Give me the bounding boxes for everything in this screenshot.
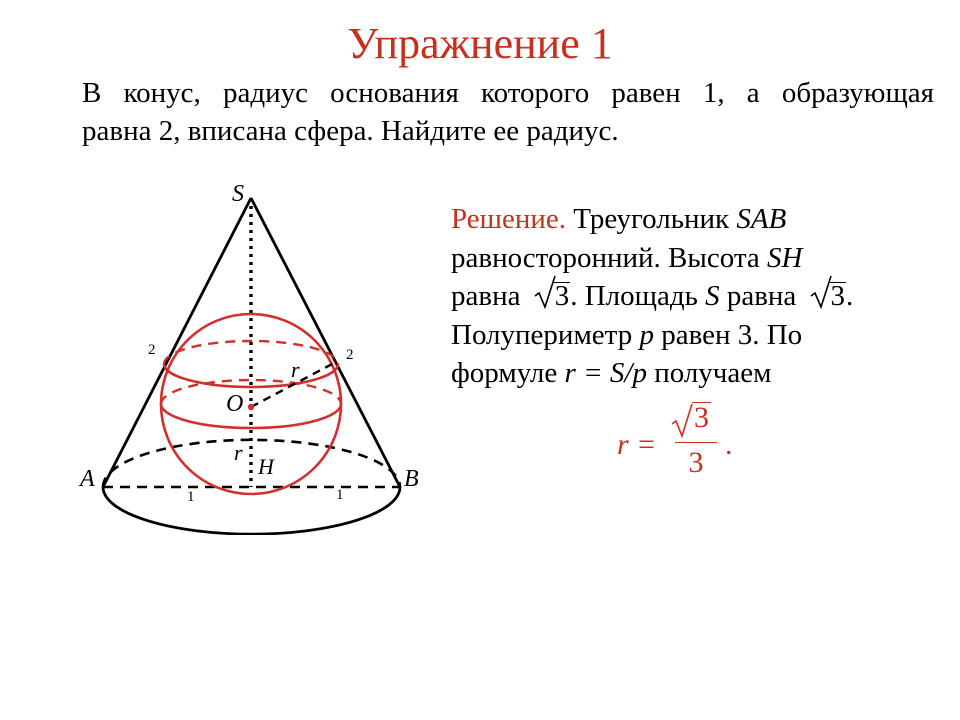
cone-sphere-figure	[70, 175, 510, 535]
solution-text	[451, 200, 911, 393]
solution-text-2: равносторонний. Высота	[451, 241, 768, 274]
semiperimeter-name: p	[639, 318, 654, 351]
formula: r = S/p	[564, 357, 647, 389]
problem-line-1: В конус, радиус основания которого равен 1, а образующая	[82, 77, 934, 109]
label-2-right: 2	[346, 347, 354, 363]
answer-lhs: r =	[617, 428, 657, 461]
center-point-o	[248, 404, 254, 410]
problem-line-2: равна 2, вписана сфера. Найдите ее радиус.	[82, 115, 619, 147]
answer-numerator	[669, 402, 723, 438]
fraction-bar	[675, 442, 717, 443]
solution-text-9: формуле	[451, 357, 565, 389]
sqrt-expression	[810, 277, 847, 316]
label-s: S	[232, 181, 244, 207]
radical-sign-icon	[671, 402, 693, 438]
problem-statement	[82, 74, 934, 150]
slide-title: Упражнение 1	[347, 19, 613, 68]
label-r-top: r	[291, 357, 300, 382]
sqrt-radicand: 3	[554, 280, 570, 312]
label-2-left: 2	[148, 342, 156, 358]
solution-text-5: равна	[719, 280, 804, 312]
sqrt-expression	[534, 277, 571, 316]
radical-sign-icon	[810, 275, 832, 309]
label-r-bottom: r	[234, 440, 243, 465]
solution-text-8: равен 3. По	[653, 318, 803, 351]
area-name: S	[705, 280, 720, 312]
label-a: A	[80, 466, 95, 492]
solution-text-6: .	[846, 280, 854, 312]
answer-denominator: 3	[688, 446, 704, 479]
radical-sign-icon	[534, 275, 556, 309]
generator-right	[251, 198, 400, 487]
solution-text-10: получаем	[646, 357, 772, 389]
answer-period: .	[725, 428, 733, 461]
sqrt-radicand: 3	[830, 280, 846, 312]
solution-text-7: Полупериметр	[451, 318, 640, 351]
solution-text-4: . Площадь	[570, 280, 706, 312]
triangle-name: SAB	[736, 203, 787, 235]
solution-text-3: равна	[451, 280, 528, 312]
height-name: SH	[767, 241, 803, 274]
label-1-left: 1	[187, 489, 195, 505]
label-1-right: 1	[336, 487, 344, 503]
label-b: B	[404, 466, 419, 492]
answer-numerator-radicand: 3	[694, 401, 709, 434]
solution-text-1: Треугольник	[565, 203, 737, 235]
solution-label: Решение.	[451, 203, 566, 235]
label-h: H	[258, 454, 274, 479]
label-o: O	[226, 391, 244, 417]
